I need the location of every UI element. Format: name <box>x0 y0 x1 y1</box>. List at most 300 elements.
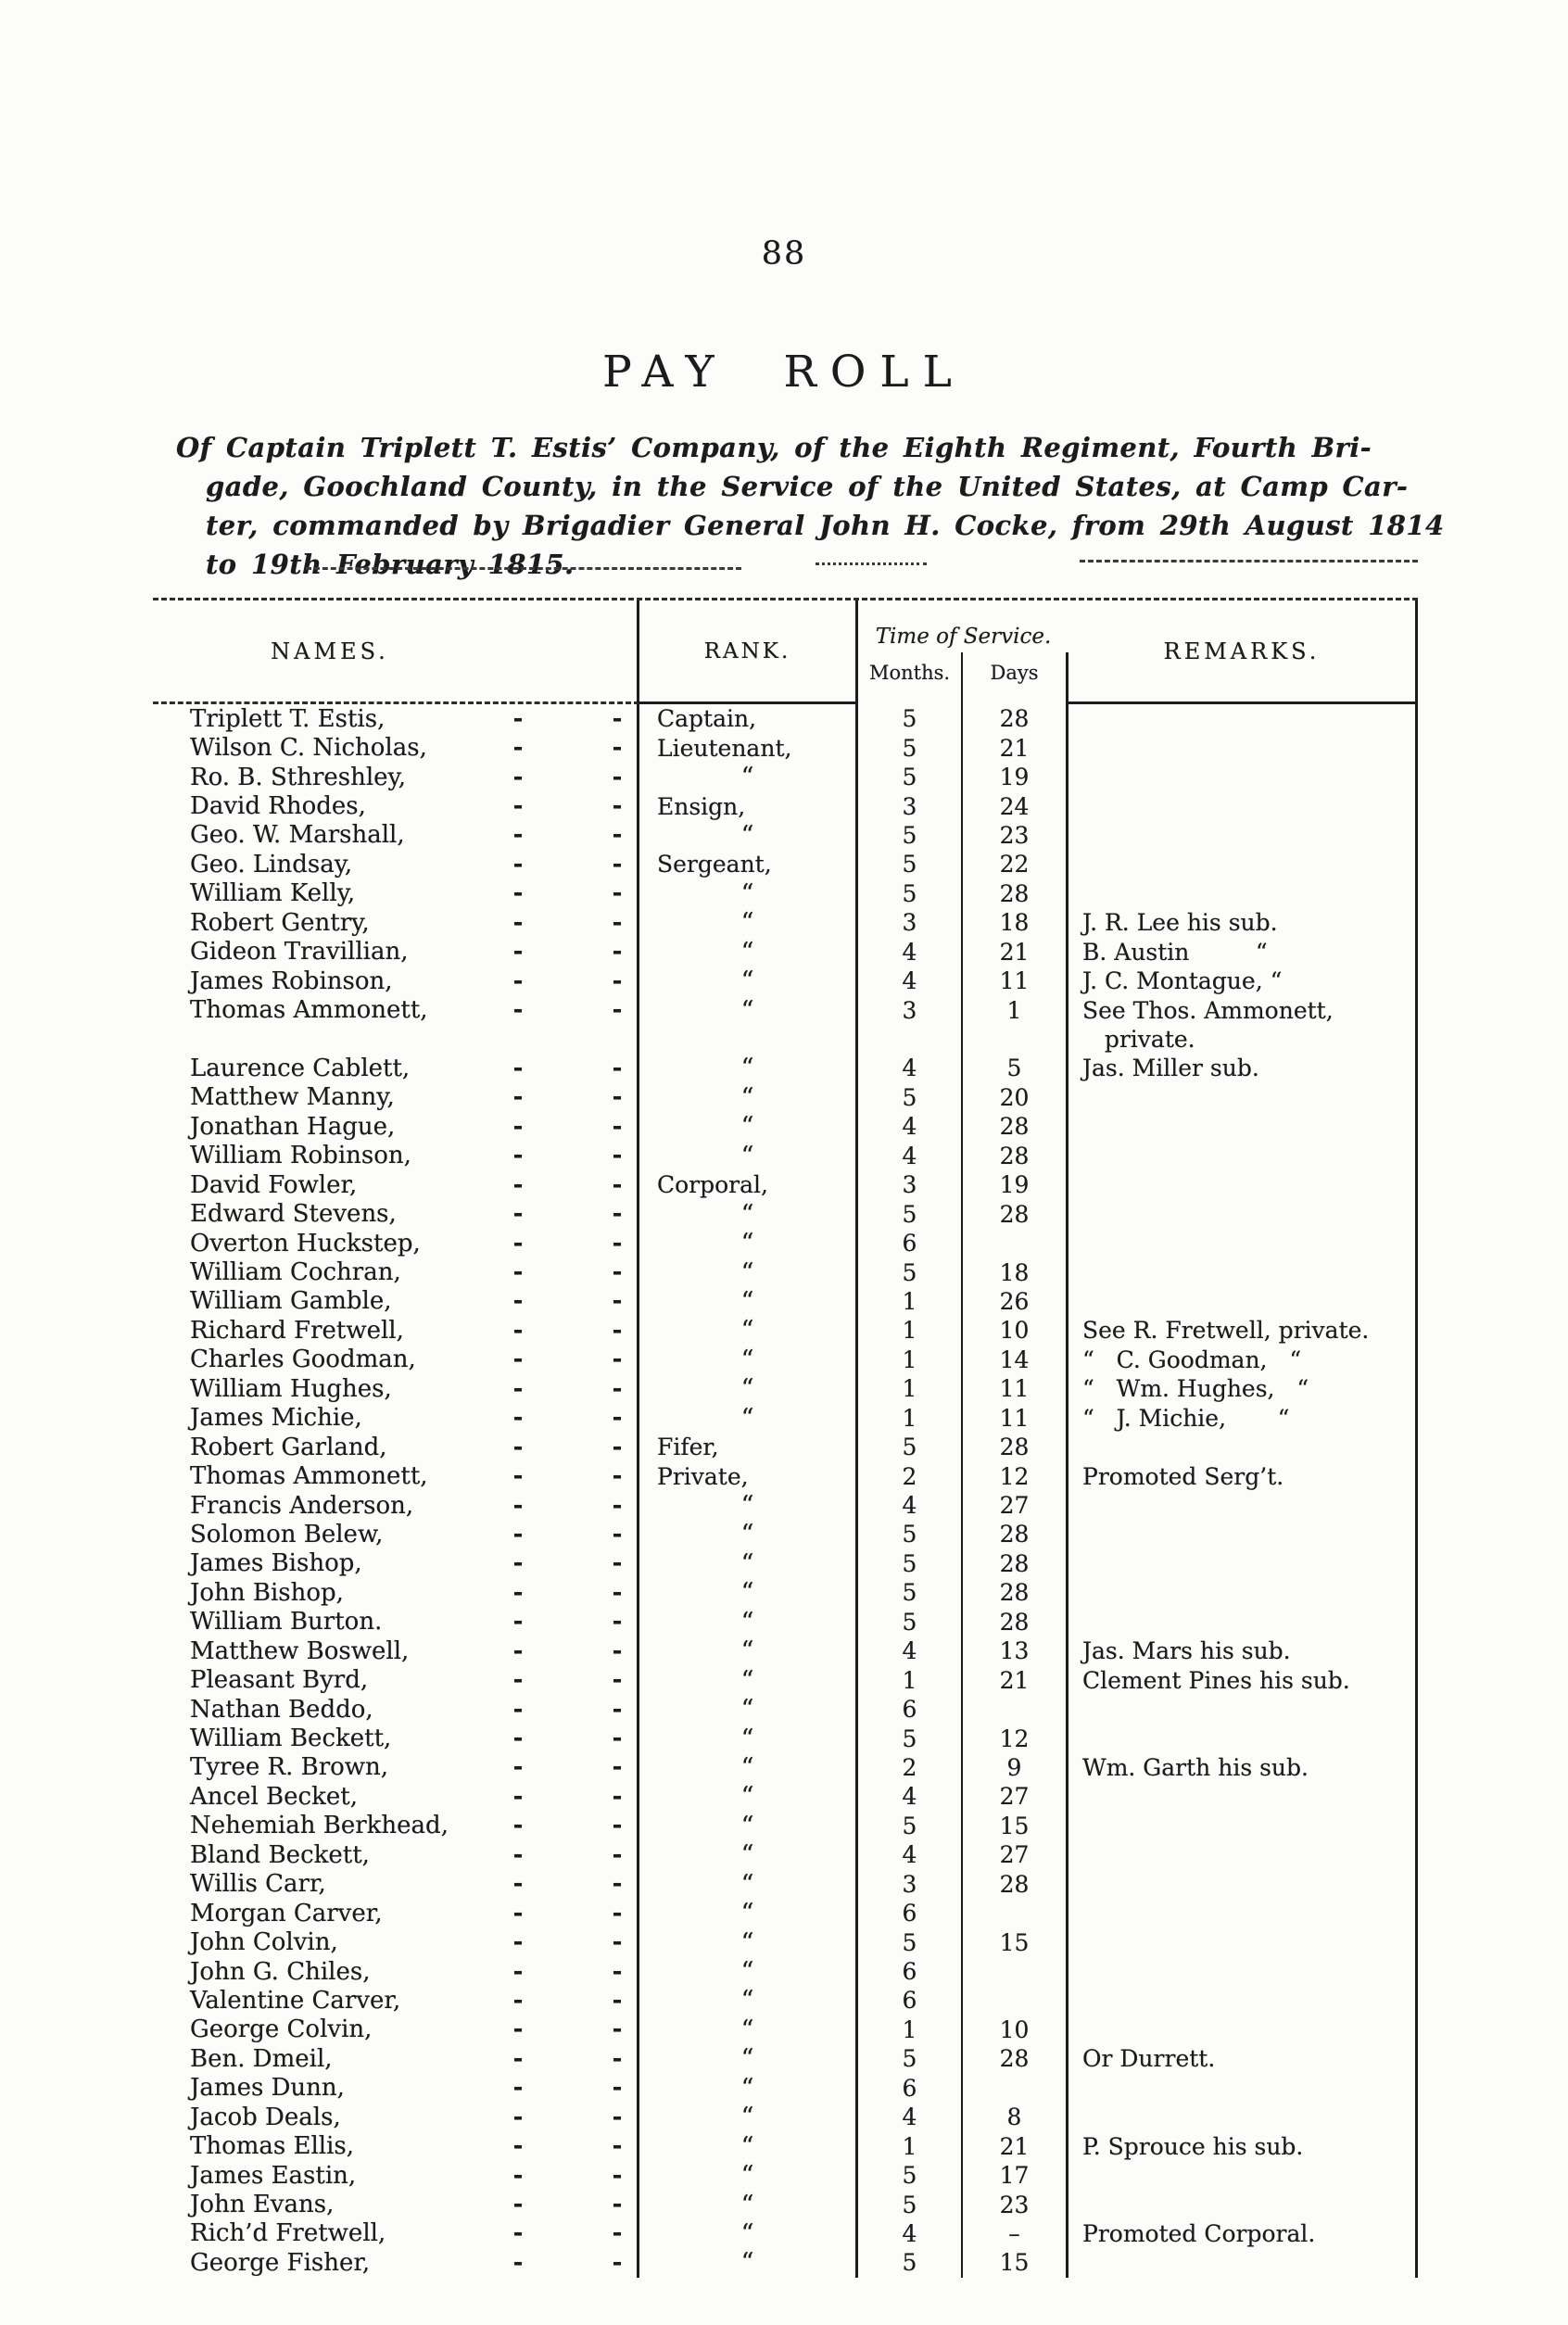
remarks-cell <box>1069 1812 1418 1840</box>
column-header-days: Days <box>963 652 1069 704</box>
leader-dash: - <box>512 908 524 937</box>
rank-cell: “ <box>639 2103 858 2131</box>
months-cell: 5 <box>858 879 963 908</box>
days-cell: 18 <box>963 908 1069 937</box>
leader-dash: - <box>512 879 524 908</box>
rank-cell: “ <box>639 1404 858 1433</box>
name-cell: James Eastin, - - <box>153 2161 639 2190</box>
column-header-time-of-service: Time of Service. <box>875 625 1052 649</box>
leader-dash: - <box>512 1840 524 1869</box>
rank-cell: “ <box>639 1549 858 1578</box>
leader-dash: - <box>512 1870 524 1899</box>
leader-dash: - <box>612 1316 623 1345</box>
remarks-cell <box>1069 1899 1418 1927</box>
months-cell: 4 <box>858 967 963 995</box>
leader-dash: - <box>612 2132 623 2161</box>
table-body <box>153 704 1418 2278</box>
heading-line: gade, Goochland County, in the Service of the United States, at Camp Car- <box>206 471 1409 502</box>
rank-cell: “ <box>639 879 858 908</box>
remarks-cell <box>1069 1695 1418 1724</box>
leader-dash: - <box>512 2248 524 2277</box>
rank-cell: “ <box>639 1257 858 1286</box>
name-cell: Solomon Belew, - - <box>153 1520 639 1548</box>
leader-dash: - <box>612 1491 623 1520</box>
days-cell: 23 <box>963 2190 1069 2218</box>
name-cell: Ben. Dmeil, - - <box>153 2044 639 2073</box>
days-cell: 10 <box>963 1316 1069 1345</box>
leader-dash: - <box>512 1083 524 1112</box>
name-cell: Overton Huckstep, - - <box>153 1229 639 1257</box>
months-cell: 5 <box>858 2190 963 2218</box>
name-cell: Gideon Travillian, - - <box>153 938 639 967</box>
remarks-cell: Promoted Corporal. <box>1069 2219 1418 2248</box>
days-cell: 5 <box>963 1054 1069 1082</box>
scan-noise-line <box>816 562 927 565</box>
remarks-cell: Jas. Miller sub. <box>1069 1054 1418 1082</box>
name-cell: Morgan Carver, - - <box>153 1899 639 1927</box>
leader-dash: - <box>612 792 623 821</box>
name-cell: Valentine Carver, - - <box>153 1986 639 2015</box>
leader-dash: - <box>612 1812 623 1840</box>
leader-dash: - <box>512 1549 524 1578</box>
name-cell: Bland Beckett, - - <box>153 1840 639 1869</box>
leader-dash: - <box>512 1433 524 1461</box>
leader-dash: - <box>612 1636 623 1665</box>
days-cell: 14 <box>963 1346 1069 1374</box>
remarks-cell <box>1069 1957 1418 1986</box>
name-cell: Willis Carr, - - <box>153 1870 639 1899</box>
leader-dash: - <box>512 1287 524 1316</box>
rank-cell: “ <box>639 1812 858 1840</box>
months-cell: 5 <box>858 763 963 791</box>
months-cell: 5 <box>858 1433 963 1461</box>
leader-dash: - <box>512 2044 524 2073</box>
months-cell: 5 <box>858 733 963 762</box>
leader-dash: - <box>512 1782 524 1811</box>
months-cell: 6 <box>858 1229 963 1257</box>
remarks-cell: J. R. Lee his sub. <box>1069 908 1418 937</box>
days-cell: 28 <box>963 1112 1069 1141</box>
rank-cell: “ <box>639 1112 858 1141</box>
scan-noise-line <box>1080 560 1418 562</box>
days-cell <box>963 1986 1069 2015</box>
name-cell: Rich’d Fretwell, - - <box>153 2219 639 2248</box>
days-cell: 28 <box>963 879 1069 908</box>
name-cell: Geo. W. Marshall, - - <box>153 821 639 850</box>
days-cell: 21 <box>963 938 1069 967</box>
rank-cell <box>639 1025 858 1054</box>
rank-cell: “ <box>639 2219 858 2248</box>
leader-dash: - <box>512 1725 524 1753</box>
leader-dash: - <box>612 1346 623 1374</box>
leader-dash: - <box>612 2248 623 2277</box>
remarks-cell <box>1069 2248 1418 2277</box>
months-cell: 3 <box>858 791 963 820</box>
months-cell: 5 <box>858 1812 963 1840</box>
days-cell: 15 <box>963 1812 1069 1840</box>
months-cell: 1 <box>858 2131 963 2160</box>
rank-cell: “ <box>639 1870 858 1899</box>
remarks-cell <box>1069 1608 1418 1636</box>
days-cell: 22 <box>963 850 1069 878</box>
leader-dash: - <box>512 1316 524 1345</box>
months-cell: 5 <box>858 704 963 733</box>
remarks-cell <box>1069 1927 1418 1956</box>
name-cell: Charles Goodman, - - <box>153 1346 639 1374</box>
leader-dash: - <box>512 996 524 1025</box>
leader-dash: - <box>612 1170 623 1199</box>
leader-dash: - <box>512 1054 524 1082</box>
months-cell: 5 <box>858 1927 963 1956</box>
months-cell: 4 <box>858 1782 963 1811</box>
months-cell: 4 <box>858 938 963 967</box>
leader-dash: - <box>612 1142 623 1170</box>
name-cell: James Bishop, - - <box>153 1549 639 1578</box>
leader-dash: - <box>512 1346 524 1374</box>
months-cell: 4 <box>858 1112 963 1141</box>
name-cell: Thomas Ammonett, - - <box>153 1461 639 1490</box>
leader-dash: - <box>612 1433 623 1461</box>
name-cell: Nehemiah Berkhead, - - <box>153 1812 639 1840</box>
remarks-cell <box>1069 2161 1418 2190</box>
leader-dash: - <box>512 1695 524 1724</box>
months-cell: 5 <box>858 1199 963 1228</box>
rank-cell: “ <box>639 2074 858 2103</box>
leader-dash: - <box>612 967 623 995</box>
scan-noise-line <box>306 567 741 570</box>
name-cell: David Rhodes, - - <box>153 791 639 820</box>
remarks-cell <box>1069 704 1418 733</box>
days-cell: 28 <box>963 1549 1069 1578</box>
months-cell: 5 <box>858 1083 963 1112</box>
leader-dash: - <box>612 1200 623 1229</box>
leader-dash: - <box>512 1986 524 2015</box>
leader-dash: - <box>512 938 524 967</box>
remarks-cell: See R. Fretwell, private. <box>1069 1316 1418 1345</box>
remarks-cell: Promoted Serg’t. <box>1069 1461 1418 1490</box>
leader-dash: - <box>612 1782 623 1811</box>
months-cell: 1 <box>858 1404 963 1433</box>
page-title: PAY ROLL <box>602 347 966 398</box>
months-cell: 1 <box>858 1287 963 1316</box>
remarks-cell <box>1069 1840 1418 1869</box>
rank-cell: “ <box>639 995 858 1024</box>
rank-cell: Sergeant, <box>639 850 858 878</box>
remarks-cell <box>1069 1112 1418 1141</box>
days-cell: 19 <box>963 763 1069 791</box>
leader-dash: - <box>612 1840 623 1869</box>
rank-cell: Captain, <box>639 704 858 733</box>
remarks-cell: Or Durrett. <box>1069 2044 1418 2073</box>
name-cell: David Fowler, - - <box>153 1170 639 1199</box>
remarks-cell: Jas. Mars his sub. <box>1069 1636 1418 1665</box>
name-cell: Francis Anderson, - - <box>153 1491 639 1520</box>
name-cell: Robert Garland, - - <box>153 1433 639 1461</box>
rank-cell: “ <box>639 2131 858 2160</box>
name-cell: John Bishop, - - <box>153 1578 639 1607</box>
leader-dash: - <box>612 2044 623 2073</box>
remarks-cell <box>1069 1142 1418 1170</box>
remarks-cell <box>1069 1229 1418 1257</box>
rank-cell: “ <box>639 1753 858 1782</box>
rank-cell: “ <box>639 2161 858 2190</box>
remarks-cell <box>1069 763 1418 791</box>
name-cell: Jonathan Hague, - - <box>153 1112 639 1141</box>
name-cell: Pleasant Byrd, - - <box>153 1665 639 1694</box>
rank-cell: “ <box>639 1840 858 1869</box>
remarks-cell <box>1069 1724 1418 1752</box>
days-cell: 28 <box>963 1520 1069 1548</box>
remarks-cell: B. Austin “ <box>1069 938 1418 967</box>
remarks-cell <box>1069 1578 1418 1607</box>
days-cell: 13 <box>963 1636 1069 1665</box>
days-cell: 27 <box>963 1491 1069 1520</box>
remarks-cell <box>1069 850 1418 878</box>
leader-dash: - <box>612 2219 623 2248</box>
leader-dash: - <box>612 1374 623 1403</box>
leader-dash: - <box>612 908 623 937</box>
rank-cell: “ <box>639 2190 858 2218</box>
remarks-cell <box>1069 1986 1418 2015</box>
months-cell: 1 <box>858 2015 963 2044</box>
name-cell: Thomas Ammonett, - - <box>153 995 639 1024</box>
months-cell: 3 <box>858 1170 963 1199</box>
name-cell: Laurence Cablett, - - <box>153 1054 639 1082</box>
months-cell: 5 <box>858 1257 963 1286</box>
rank-cell: “ <box>639 1665 858 1694</box>
leader-dash: - <box>512 1170 524 1199</box>
name-cell: William Beckett, - - <box>153 1724 639 1752</box>
remarks-cell <box>1069 1870 1418 1899</box>
days-cell: 28 <box>963 2044 1069 2073</box>
leader-dash: - <box>612 1578 623 1607</box>
rank-cell: “ <box>639 1199 858 1228</box>
rank-cell: “ <box>639 1608 858 1636</box>
months-cell: 5 <box>858 1724 963 1752</box>
leader-dash: - <box>612 1258 623 1287</box>
months-cell <box>858 1025 963 1054</box>
leader-dash: - <box>512 1608 524 1636</box>
months-cell: 6 <box>858 1986 963 2015</box>
name-cell: James Dunn, - - <box>153 2074 639 2103</box>
leader-dash: - <box>612 1899 623 1927</box>
table-header <box>153 598 1418 704</box>
leader-dash: - <box>512 2103 524 2131</box>
days-cell <box>963 1229 1069 1257</box>
leader-dash: - <box>612 2161 623 2190</box>
rank-cell: “ <box>639 1083 858 1112</box>
months-cell: 6 <box>858 1899 963 1927</box>
days-cell: 12 <box>963 1724 1069 1752</box>
days-cell: 11 <box>963 967 1069 995</box>
months-cell: 5 <box>858 1578 963 1607</box>
name-cell: Ro. B. Sthreshley, - - <box>153 763 639 791</box>
name-cell: William Cochran, - - <box>153 1257 639 1286</box>
rank-cell: “ <box>639 763 858 791</box>
remarks-cell <box>1069 1170 1418 1199</box>
months-cell: 5 <box>858 2161 963 2190</box>
leader-dash: - <box>612 1083 623 1112</box>
column-header-remarks: REMARKS. <box>1069 600 1418 704</box>
rank-cell: “ <box>639 967 858 995</box>
rank-cell: “ <box>639 1287 858 1316</box>
leader-dash: - <box>612 1928 623 1957</box>
leader-dash: - <box>512 2074 524 2103</box>
remarks-cell: See Thos. Ammonett, <box>1069 995 1418 1024</box>
months-cell: 4 <box>858 2219 963 2248</box>
remarks-cell <box>1069 1782 1418 1811</box>
leader-dash: - <box>612 1229 623 1257</box>
months-cell: 4 <box>858 1491 963 1520</box>
months-cell: 4 <box>858 1142 963 1170</box>
leader-dash: - <box>612 1695 623 1724</box>
name-cell: William Gamble, - - <box>153 1287 639 1316</box>
months-cell: 4 <box>858 2103 963 2131</box>
days-cell: 28 <box>963 1870 1069 1899</box>
leader-dash: - <box>612 879 623 908</box>
days-cell: 18 <box>963 1257 1069 1286</box>
days-cell: 21 <box>963 2131 1069 2160</box>
days-cell <box>963 1025 1069 1054</box>
rank-cell: Fifer, <box>639 1433 858 1461</box>
name-cell: Thomas Ellis, - - <box>153 2131 639 2160</box>
months-cell: 6 <box>858 1695 963 1724</box>
leader-dash: - <box>512 2191 524 2219</box>
days-cell: 23 <box>963 821 1069 850</box>
rank-cell: “ <box>639 1695 858 1724</box>
leader-dash: - <box>612 1753 623 1782</box>
rank-cell: “ <box>639 1636 858 1665</box>
leader-dash: - <box>612 1870 623 1899</box>
rank-cell: “ <box>639 1054 858 1082</box>
remarks-cell <box>1069 2015 1418 2044</box>
leader-dash: - <box>512 763 524 791</box>
leader-dash: - <box>612 2191 623 2219</box>
months-cell: 1 <box>858 1346 963 1374</box>
heading-line: Of Captain Triplett T. Estis’ Company, of the Eighth Regiment, Fourth Bri- <box>176 432 1372 463</box>
name-cell: Richard Fretwell, - - <box>153 1316 639 1345</box>
remarks-cell <box>1069 2074 1418 2103</box>
leader-dash: - <box>612 2103 623 2131</box>
page-number: 88 <box>761 235 807 272</box>
months-cell: 6 <box>858 2074 963 2103</box>
rank-cell: Corporal, <box>639 1170 858 1199</box>
column-header-names: NAMES. <box>153 600 639 704</box>
remarks-cell: “ Wm. Hughes, “ <box>1069 1374 1418 1403</box>
rank-cell: “ <box>639 2248 858 2277</box>
rank-cell: “ <box>639 1957 858 1986</box>
column-header-months: Months. <box>858 652 963 704</box>
rank-cell: “ <box>639 1346 858 1374</box>
remarks-cell: Wm. Garth his sub. <box>1069 1753 1418 1782</box>
leader-dash: - <box>612 1986 623 2015</box>
leader-dash: - <box>612 704 623 733</box>
rank-cell: Private, <box>639 1461 858 1490</box>
months-cell: 4 <box>858 1054 963 1082</box>
leader-dash: - <box>512 850 524 878</box>
remarks-cell: private. <box>1069 1025 1418 1054</box>
days-cell: 8 <box>963 2103 1069 2131</box>
days-cell: 11 <box>963 1404 1069 1433</box>
leader-dash: - <box>512 1258 524 1287</box>
months-cell: 5 <box>858 850 963 878</box>
rank-cell: “ <box>639 1229 858 1257</box>
name-cell: John G. Chiles, - - <box>153 1957 639 1986</box>
rank-cell: “ <box>639 1899 858 1927</box>
months-cell: 5 <box>858 821 963 850</box>
remarks-cell <box>1069 733 1418 762</box>
months-cell: 3 <box>858 908 963 937</box>
months-cell: 1 <box>858 1665 963 1694</box>
leader-dash: - <box>512 1142 524 1170</box>
leader-dash: - <box>512 1520 524 1548</box>
rank-cell: “ <box>639 1782 858 1811</box>
rank-cell: Lieutenant, <box>639 733 858 762</box>
days-cell: 21 <box>963 733 1069 762</box>
days-cell: 21 <box>963 1665 1069 1694</box>
leader-dash: - <box>512 704 524 733</box>
name-cell <box>153 1025 639 1054</box>
rank-cell: “ <box>639 1491 858 1520</box>
months-cell: 6 <box>858 1957 963 1986</box>
months-cell: 3 <box>858 995 963 1024</box>
rank-cell: “ <box>639 2044 858 2073</box>
days-cell: 28 <box>963 1199 1069 1228</box>
leader-dash: - <box>512 967 524 995</box>
remarks-cell <box>1069 1520 1418 1548</box>
rank-cell: “ <box>639 908 858 937</box>
leader-dash: - <box>612 850 623 878</box>
days-cell: 28 <box>963 704 1069 733</box>
months-cell: 1 <box>858 1374 963 1403</box>
remarks-cell <box>1069 1083 1418 1112</box>
remarks-cell <box>1069 791 1418 820</box>
rank-cell: “ <box>639 1724 858 1752</box>
days-cell: 17 <box>963 2161 1069 2190</box>
remarks-cell <box>1069 2190 1418 2218</box>
leader-dash: - <box>512 1928 524 1957</box>
remarks-cell: J. C. Montague, “ <box>1069 967 1418 995</box>
remarks-cell <box>1069 1549 1418 1578</box>
days-cell: – <box>963 2219 1069 2248</box>
name-cell: Geo. Lindsay, - - <box>153 850 639 878</box>
leader-dash: - <box>512 2219 524 2248</box>
leader-dash: - <box>512 1200 524 1229</box>
leader-dash: - <box>612 734 623 763</box>
days-cell: 9 <box>963 1753 1069 1782</box>
remarks-cell <box>1069 2103 1418 2131</box>
rank-cell: “ <box>639 1142 858 1170</box>
days-cell: 24 <box>963 791 1069 820</box>
remarks-cell: P. Sprouce his sub. <box>1069 2131 1418 2160</box>
days-cell: 10 <box>963 2015 1069 2044</box>
remarks-cell: Clement Pines his sub. <box>1069 1665 1418 1694</box>
leader-dash: - <box>612 821 623 850</box>
months-cell: 1 <box>858 1316 963 1345</box>
name-cell: William Hughes, - - <box>153 1374 639 1403</box>
rank-cell: “ <box>639 1986 858 2015</box>
days-cell: 11 <box>963 1374 1069 1403</box>
leader-dash: - <box>612 938 623 967</box>
months-cell: 5 <box>858 2044 963 2073</box>
days-cell <box>963 1899 1069 1927</box>
leader-dash: - <box>512 1374 524 1403</box>
days-cell: 26 <box>963 1287 1069 1316</box>
leader-dash: - <box>512 1229 524 1257</box>
remarks-cell <box>1069 1257 1418 1286</box>
months-cell: 4 <box>858 1840 963 1869</box>
months-cell: 5 <box>858 2248 963 2277</box>
